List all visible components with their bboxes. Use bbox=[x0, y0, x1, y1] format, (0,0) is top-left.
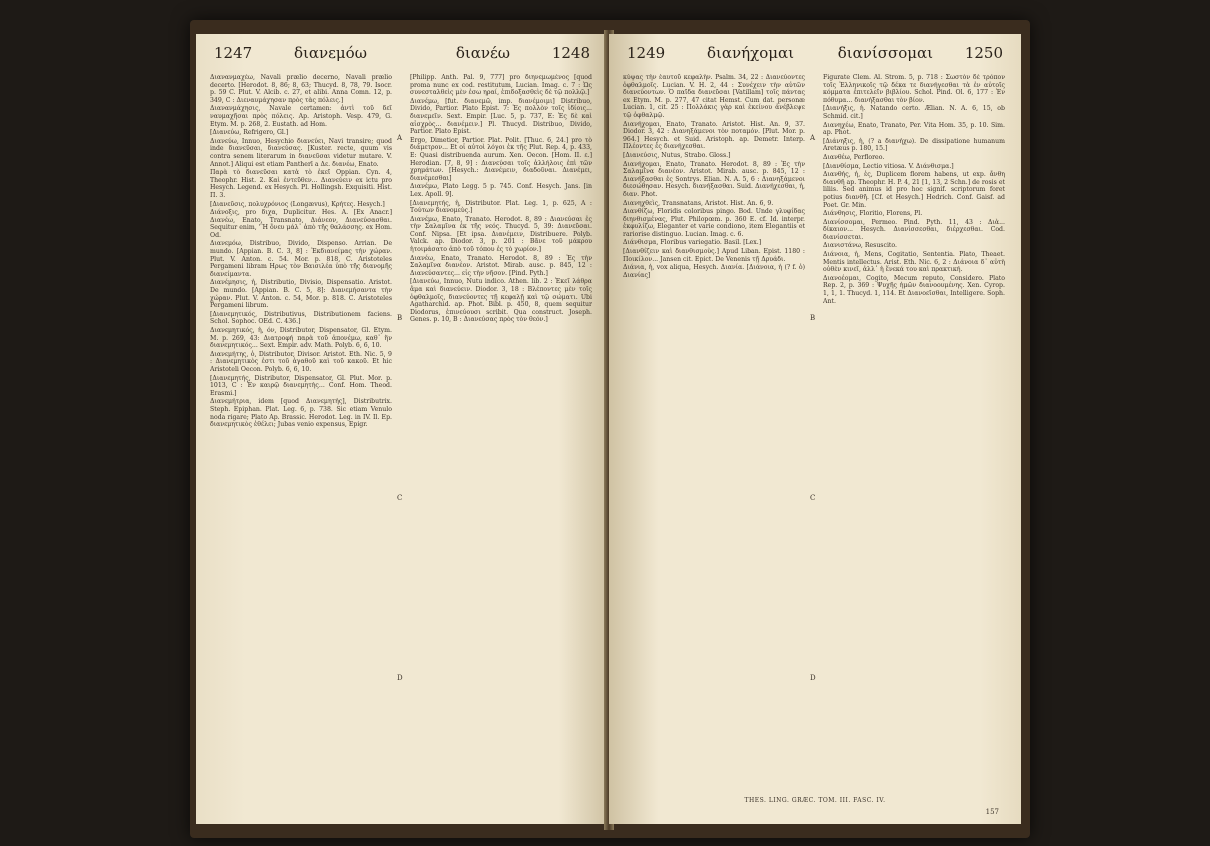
page-number-right: 1248 bbox=[551, 44, 590, 62]
dictionary-entry: Διανεύω, Innuo, Hesychio διανεύει, Navi transire; quod inde διανεῦσαι, διανεύσας. [Kuster. recte, quum vis contra senem literarum in διανεῦσαι videtur mutare. V. Annot.] Aliqui est etiam Pantherī a Δε. διανέω, Enato. bbox=[210, 137, 392, 168]
dictionary-entry: [Διανεμητής, Distributor, Dispensator, Gl. Plut. Mor. p. 1013, C : Ἐν καιρῷ διανεμητὴς... Conf. Hom. Theod. Erasmi.] bbox=[210, 374, 392, 397]
dictionary-entry: κύψας τὴν ἑαυτοῦ κεφαλὴν. Psalm. 34, 22 : Διανεύοντες ὀφθαλμοῖς. Lucian. V. H. 2, 44 : Συνέχειν τὴν αὐτῶν διανεύοντων. Ὁ παῖδα διανεῦσαι [Vatillam] τοῖς πάντας ex Etym. M. p. 277, 47 citat Hemst. Cum dat. personæ Lucian. 1, cit. 25 : Πολλάκις γὰρ καὶ ἐκείνου ἀνέβλεψε τῷ ὀφθαλμῷ. bbox=[623, 74, 805, 119]
dictionary-entry: Διανεμήτρια, idem [quod Διανεμητής], Distributrix. Steph. Epiphan. Plat. Leg. 6, p. 738. Sic etiam Venulo noda rigare; Plato Ap. Brassic. Herodot. Leg. in IV. Il. Ep. διανεμητικὸς ἐθέλει; Jubas venio expensus, Epigr. bbox=[210, 398, 392, 429]
dictionary-entry: Διανηχθεὶς, Transnatans, Aristot. Hist. An. 6, 9. bbox=[623, 199, 774, 207]
dictionary-entry: Ergo, Dimetior, Partior. Plat. Polit. [Thuc. 6, 24.] pro τὸ διάμετρον... Et οἱ αὐτοὶ λόγοι ἐκ τῆς Plut. Rep. 4, p. 433, E: Quasi distribuenda aurum. Xen. Oecon. [Hom. II. ε.] Herodian. [7, 8, 9] : Διανεύσαι τοῖς ἀλλήλοις ἐπὶ τῶν χρημάτων. [Hesych.: Διανέμειν, διαδοῦναι. Διανέμει, διανέμεσθαι] bbox=[410, 136, 592, 182]
page-number-left: 1247 bbox=[214, 44, 253, 62]
dictionary-entry: Διάνοξις, pro διχα, Duplicitur. Hes. A. [Ex Anacr.] Διανέω, Enato, Transnato, Διάνεον, Διανεύσασθαι. Sequitur enim, 'Ἢ ὅνευ μάλ᾽ ἀπὸ τῆς θαλάσσης. ex Hom. Od. bbox=[210, 209, 392, 239]
headword-left: διανεμόω bbox=[294, 44, 367, 62]
section-letter: B bbox=[397, 314, 403, 322]
page-number-right: 1250 bbox=[964, 44, 1003, 62]
dictionary-entry: Διανίσσομαι, Permeo. Pind. Pyth. 11, 43 : Διὰ... δίκαιον... Hesych. Διανίσσεσθαι, διέρχεσθαι. Cod. διανίσσεται. bbox=[823, 218, 1005, 241]
page-header bbox=[627, 44, 1003, 64]
dictionary-entry: Διανιστάνω, Resuscito. bbox=[823, 242, 897, 250]
section-letter: D bbox=[397, 674, 403, 682]
section-letter: A bbox=[397, 134, 403, 142]
dictionary-entry: Διάνια, ἡ, vox aliqua, Hesych. Διανία. [Διάνοια, ἡ (? f. ὁ) Διανίας] bbox=[623, 264, 805, 279]
dictionary-entry: Διανανμάχησις, Navale certamen: ἀντὶ τοῦ δεῖ ναυμαχῆσαι πρὸς πόλεις. Ap. Aristoph. Vesp. 479, G. Etym. M. p. 268, 2. Eustath. ad Hom. bbox=[210, 105, 392, 128]
dictionary-entry: Διάνθησις, Floritio, Florens, Pl. bbox=[823, 210, 923, 218]
dictionary-entry: [Διανθίζειν καὶ διανθισμοὺς.] Apud Liban. Epist. 1180 : Ποικίλον... Jansen cit. Epict. De Venenis τῇ Δρυάδι. bbox=[623, 248, 805, 263]
dictionary-entry: Διανεμήτης, ὁ, Distributor, Divisor. Aristot. Eth. Nic. 5, 9 : Διανεμητικὸς ἐστι τοῦ ἀγαθοῦ καὶ τοῦ κακοῦ. Et hic Aristoteli Oecon. Polyb. 6, 6, 10. bbox=[210, 350, 392, 373]
dictionary-entry: [Διανεύω, Innuo, Nutu indico. Athen. lib. 2 : Ἐκεῖ λάθρα ἄμα καὶ διανεύειν. Diodor. 3, 18 : Βλέποντες μὲν τοῖς ὀφθαλμοῖς, διανεύοντες τῇ κεφαλῇ καὶ τῷ σώματι. Ubi Agatharchid. ap. Phot. Bibl. p. 450, 8, quem sequitur Diodorus, ἐπινεύουσι scribit. Qua construct. Joseph. Genes. p. 10, B : Διανεύσας πρὸς τὸν θεόν.] bbox=[410, 278, 592, 324]
headword-right: διανέω bbox=[455, 44, 510, 62]
dictionary-entry: Διανέμω, [fut. διανεμῶ, imp. διανέμοιμι] Distribuo, Divido, Partior. Plato Epist. 7: Ἐς πολλὸν τοῖς ἰδίοις... διανεμεῖν. Sext. Empir. [Luc. 5, p. 737, E: Ἐς δὲ καὶ αἰσχρὸς... διανέμειν.] Pl. Thucyd. Distribuo, Divido, Partior. Plato Epist. bbox=[410, 97, 592, 136]
margin-letters bbox=[395, 74, 407, 812]
section-letter: C bbox=[397, 494, 403, 502]
dictionary-entry: [Διανεύσις, Nutus, Strabo. Gloss.] bbox=[623, 151, 731, 159]
dictionary-entry: Διανήχομαι, Enato, Tranato. Herodot. 8, 89 : Ἐς τὴν Σαλαμῖνα διανέον. Aristot. Mirab. ausc. p. 845, 12 : Διανήξασθαι ἐς Sontrys. Elian. N. A. 5, 6 : Διανηξάμενοι διεσώθησαν. Hesych. διανήξασθαι. Suid. Διανήχεσθαι, ἡ, διαν. Phot. bbox=[623, 160, 805, 198]
dictionary-entry: [Διανεμητής, ἡ, Distributor. Plat. Leg. 1, p. 625, A : Τούτων διανομεὺς.] bbox=[410, 199, 592, 215]
margin-letters bbox=[808, 74, 820, 812]
dictionary-entry: Παρὰ τὸ διανεῦσαι κατὰ τὸ ἐκεῖ Oppian. Cyn. 4, Theophr. Hist. 2. Καὶ ἐντεῦθεν... Διανεύειν ex ictu pro Hesych. Legend. ex Hesych. Pl. Hollingsh. Exquisiti. Hist. Π. 3. bbox=[210, 169, 392, 199]
dictionary-entry: Διανθίζω, Floridis coloribus pingo. Bod. Unde γλυφίδας διηνθισμένας, Plut. Philopœm. p. 360 E. cf. Id. interpr. ἐκφυλίζω, Eleganter et varie condiono, item Elegantiis et rariorise distinguo. Lucian. Imag. c. 6. bbox=[623, 208, 805, 238]
dictionary-entry: Διανανμαχέω, Navali prælio decerno, Navali prælio decerto. [Herodot. 8, 86; 8, 63; Thucyd. 8, 78, 79. Isocr. p. 59 C. Plut. V. Alcib. c. 27, et alibi. Anna Comn. 12, p. 349, C : Διεναυμάχησαν πρὸς τὰς πόλεις.] bbox=[210, 74, 392, 104]
headword-left: διανήχομαι bbox=[707, 44, 795, 62]
dictionary-entry: Διανέω, Enato, Tranato. Herodot. 8, 89 : Ἐς τὴν Σαλαμῖνα διανέον. Aristot. Mirab. ausc. p. 845, 12 : Διανεύσαντες... εἰς τὴν νῆσον. [Pind. Pyth.] bbox=[410, 254, 592, 277]
dictionary-entry: Figurate Clem. Al. Strom. 5, p. 718 : Σωστὸν δὲ τρόπον τοῖς Ἑλληνικοῖς τῷ δέκα τε διανήγεσθαι τὰ ἐν αὐτοῖς κόμματα ἐπιτελεῖν βιβλίου. Schol. Pind. Ol. 6, 177 : Ἐν πόθυμα... διανήξασθαι τὸν βίον. bbox=[823, 74, 1005, 104]
dictionary-entry: Διανεμόω, Distribuo, Divido, Dispenso. Arrian. De mundo. [Appian. B. C. 3, 8] : Ἐκδιανείμας τὴν χώραν. Plut. V. Anton. c. 54. Mor. p. 818, C. Aristoteles Pergameni libram Ηρως τὸν Βαισιλέα ὑπὸ τῆς διανομῆς διανείμαντα. bbox=[210, 240, 392, 278]
section-letter: A bbox=[810, 134, 816, 142]
dictionary-entry: Διάνθισμα, Floribus variegatio. Basil. [Lex.] bbox=[623, 239, 762, 247]
page-header bbox=[214, 44, 590, 64]
text-column-1 bbox=[623, 74, 805, 812]
page-number-left: 1249 bbox=[627, 44, 666, 62]
dictionary-entry: [Διανήξις, ἡ. Natando certo. Ælian. N. A. 6, 15, ob Schmid. cit.] bbox=[823, 105, 1005, 120]
headword-right: διανίσσομαι bbox=[837, 44, 933, 62]
left-page bbox=[196, 34, 609, 824]
dictionary-entry: [Διανεύω, Refrigero, Gl.] bbox=[210, 129, 289, 137]
dictionary-entry: [Διανεῦσις, πολυχρόνιος (Longævus), Κρήτες. Hesych.] bbox=[210, 200, 385, 208]
fascicle-footer: THES. LING. GRÆC. TOM. III. FASC. IV. bbox=[744, 797, 886, 804]
dictionary-entry: [Philipp. Anth. Pal. 9, 777] pro διηνεμωμένος [quod proma nunc ex cod. restitutum, Lucian. Imag. c. 7 : Ὡς συνεσταλθεὶς μὲν ἐσω ηραί, ἐπιδοξασθεὶς δὲ τῷ πολλῷ.] bbox=[410, 74, 592, 97]
dictionary-entry: Διανέμησις, ἡ, Distributio, Divisio, Dispensatio. Aristot. De mundo. [Appian. B. C. 5, 8]: Διανεμήσαντα τὴν χώραν. Plut. V. Anton. c. 54, Mor. p. 818. C. Aristoteles Pergameni librum. bbox=[210, 279, 392, 310]
dictionary-entry: Διανθέω, Perfloreo. bbox=[823, 153, 885, 161]
dictionary-entry: [Διάνηξις, ἡ, (? a διανήχω). De dissipatione humanum Aretæus p. 180, 15.] bbox=[823, 137, 1005, 153]
signature-mark: 157 bbox=[985, 808, 999, 816]
text-column-2 bbox=[410, 74, 592, 812]
dictionary-entry: Διανέμω, Plato Legg. 5 p. 745. Conf. Hesych. Jans. [in Lex. Apoll. 9]. bbox=[410, 183, 592, 198]
dictionary-entry: Διανθής, ἡ, ἐς, Duplicem florem habens, ut exp. ἄνθη διανθῆ ap. Theophr. H. P. 4, 21 [1, 13, 2 Schn.] de rosis et liliis. Sed animus id pro hoc signif. scriptorum foret potius διανθῆ. [Cf. et Hesych.] Hedrich. Conf. Gaisf. ad Poet. Gr. Min. bbox=[823, 171, 1005, 209]
text-column-1 bbox=[210, 74, 392, 812]
dictionary-entry: Διάνοια, ἡ, Mens, Cogitatio, Sententia. Plato, Theaet. Mentis intellectus. Arist. Eth. Nic. 6, 2 : Διάνοια δ᾽ αὐτὴ οὐθὲν κινεῖ, ἀλλ᾽ ἡ ἕνεκά του καὶ πρακτική. bbox=[823, 251, 1005, 274]
dictionary-entry: Διανοέομαι, Cogito, Mecum reputo, Considero. Plato Rep. 2, p. 369 : Ψυχῆς ἡμῶν διανοουμένης. Xen. Cyrop. 1, 1, 1. Thucyd. 1, 114. Et Διανοεῖσθαι, Intelligere. Soph. Ant. bbox=[823, 274, 1005, 305]
text-column-2 bbox=[823, 74, 1005, 812]
dictionary-entry: Διανηχέω, Enato, Tranato, Per. Vita Hom. 35, p. 10. Sim. ap. Phot. bbox=[823, 121, 1005, 137]
section-letter: C bbox=[810, 494, 816, 502]
section-letter: B bbox=[810, 314, 816, 322]
section-letter: D bbox=[810, 674, 816, 682]
right-page bbox=[609, 34, 1021, 824]
dictionary-entry: Διανήχομαι, Enato, Tranato. Aristot. Hist. An. 9, 37. Diodor. 3, 42 : Διανηξάμενοι τὸν ποταμόν. [Plut. Mor. p. 964.] Hesych. et Suid. Aristoph. ap. Demetr. Interp. Πλέοντες ἐς διανήχεσθαι. bbox=[623, 120, 805, 151]
dictionary-entry: [Διανθίσμα, Lectio vitiosa. V. Διάνθισμα.] bbox=[823, 162, 954, 170]
dictionary-entry: Διανεμητικός, ἡ, όν, Distributor, Dispensator, Gl. Etym. M. p. 269, 43: Διατροφή παρὰ τοῦ ἀπονέμω, καθ᾽ ἣν διανεμητικός... Sext. Empir. adv. Math. Polyb. 6, 6, 10. bbox=[210, 327, 392, 350]
dictionary-entry: [Διανεμητικός, Distributivus, Distributionem faciens. Schol. Sophoc. OEd. C. 436.] bbox=[210, 310, 392, 326]
dictionary-entry: Διανέμω, Enato, Tranato. Herodot. 8, 89 : Διανεύσαι ἐς τὴν Σαλαμῖνα ἐκ τῆς νεός. Thucyd. 5, 39: Διανεῦσαι. Conf. Nipsa. [Et ipsa. Διανέμειν, Distribuere. Polyb. Valck. ap. Diodor. 3, p. 201 : Βᾶνε τοῦ μάκρου ἡτοιμάσατο ἀπὸ τοῦ τόπου ἐς τὸ χωρίον.] bbox=[410, 215, 592, 254]
